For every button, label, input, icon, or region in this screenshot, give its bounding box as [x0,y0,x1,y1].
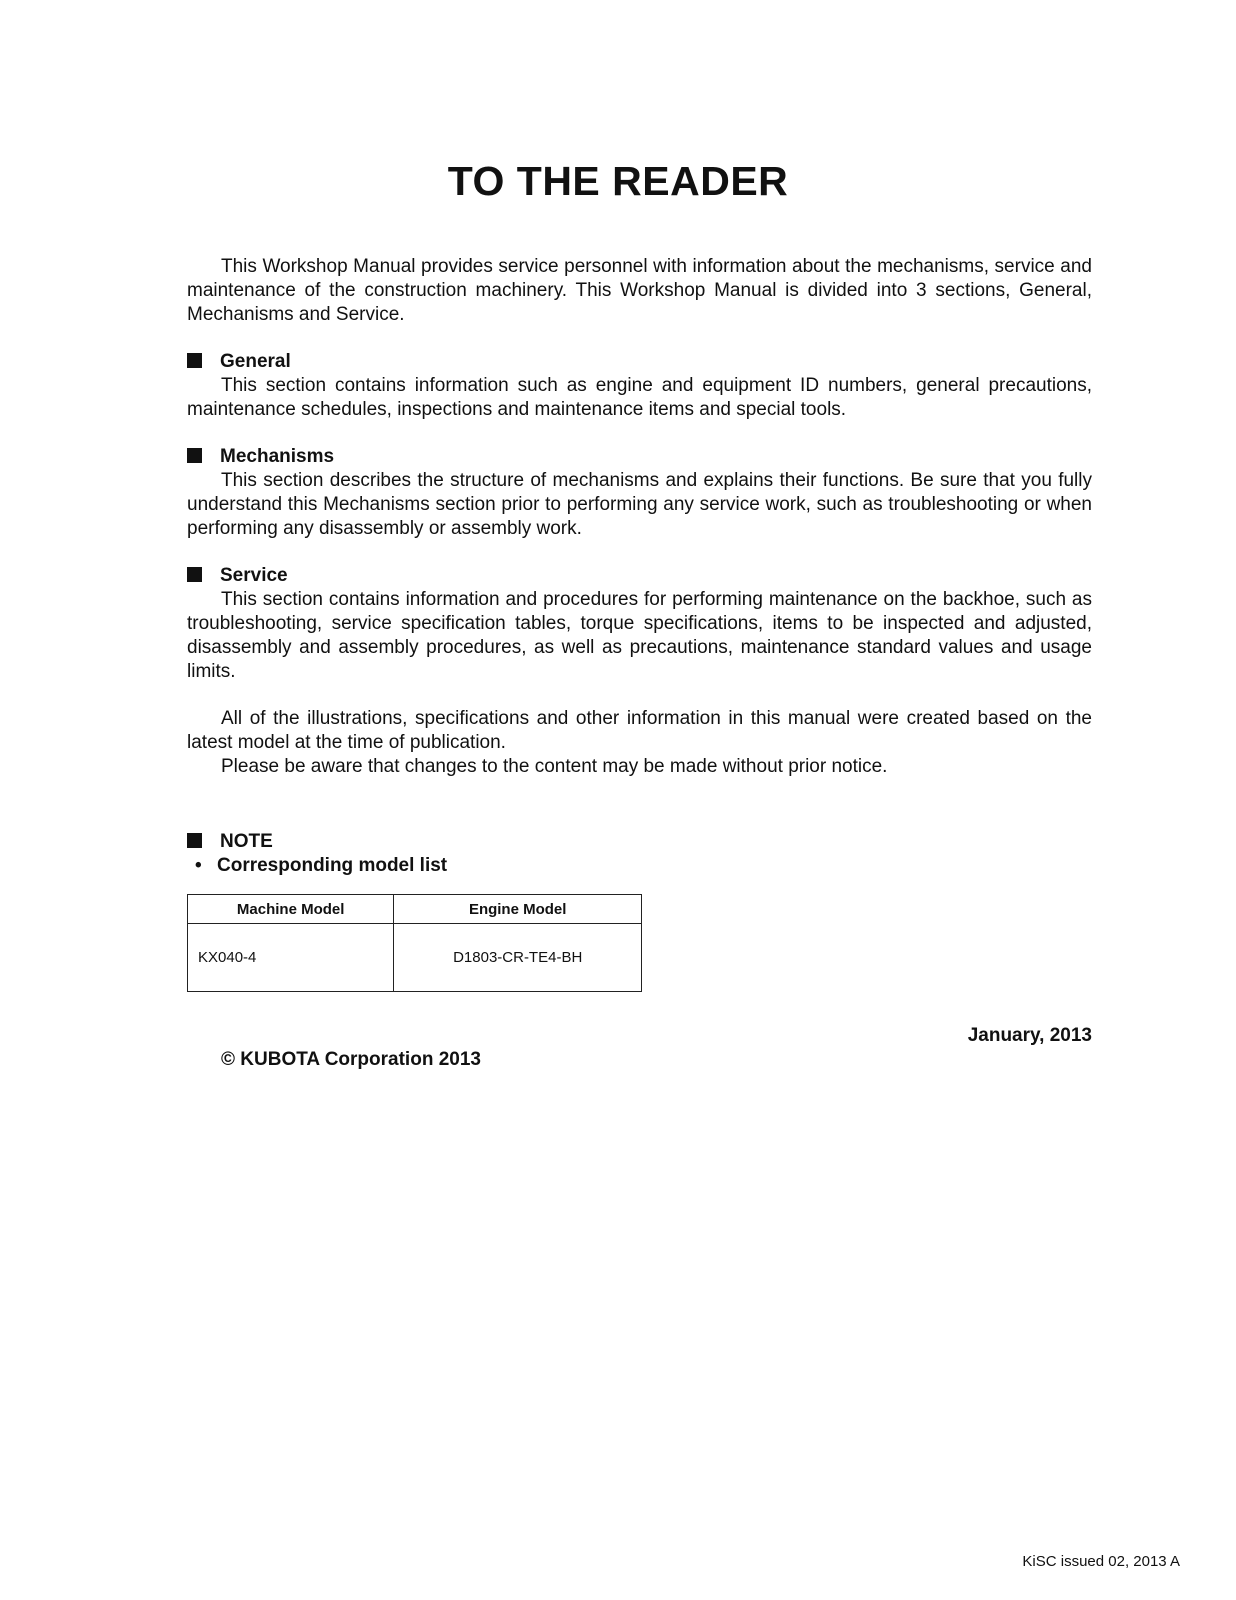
square-bullet-icon [187,448,202,463]
section-body-mechanisms: This section describes the structure of mechanisms and explains their functions. Be sure that you fully understand this Mechanisms section prior to performing any service work, such as troubleshooting or when performing any disassembly or assembly work. [187,470,1092,539]
closing-paragraph-2: Please be aware that changes to the content may be made without prior notice. [221,756,888,777]
publication-date: January, 2013 [967,1025,1092,1046]
model-table [187,894,642,992]
note-heading: NOTE [187,830,273,854]
square-bullet-icon [187,567,202,582]
note-bullet: • Corresponding model list [195,855,448,876]
page-title: TO THE READER [447,158,789,204]
square-bullet-icon [187,833,202,848]
section-body-general: This section contains information such as engine and equipment ID numbers, general precautions, maintenance schedules, inspections and maintenance items and special tools. [187,375,1092,420]
section-body-service: This section contains information and procedures for performing maintenance on the backhoe, such as troubleshooting, service specification tables, torque specifications, items to be inspected and adjusted, disassembly and assembly procedures, as well as precautions, maintenance standard values and usage limits. [187,589,1092,682]
square-bullet-icon [187,353,202,368]
table-header-engine-model: Engine Model [394,895,642,924]
table-header-machine-model: Machine Model [188,895,394,924]
footer-issue-code: KiSC issued 02, 2013 A [1022,1553,1180,1570]
table-header-row [188,895,642,924]
engine-model-cell: D1803-CR-TE4-BH [394,924,642,992]
section-heading-service: Service [187,564,288,588]
intro-paragraph: This Workshop Manual provides service personnel with information about the mechanisms, service and maintenance of the construction machinery. This Workshop Manual is divided into 3 sections, General, Mechanisms and Service. [187,256,1092,325]
section-heading-general: General [187,350,291,374]
copyright-notice: © KUBOTA Corporation 2013 [221,1049,481,1070]
bullet-dot-icon: • [195,855,202,876]
closing-paragraph-1: All of the illustrations, specifications and other information in this manual were created based on the latest model at the time of publication. [187,708,1092,753]
section-heading-mechanisms: Mechanisms [187,445,334,469]
machine-model-cell: KX040-4 [188,924,394,992]
table-row [188,924,642,992]
